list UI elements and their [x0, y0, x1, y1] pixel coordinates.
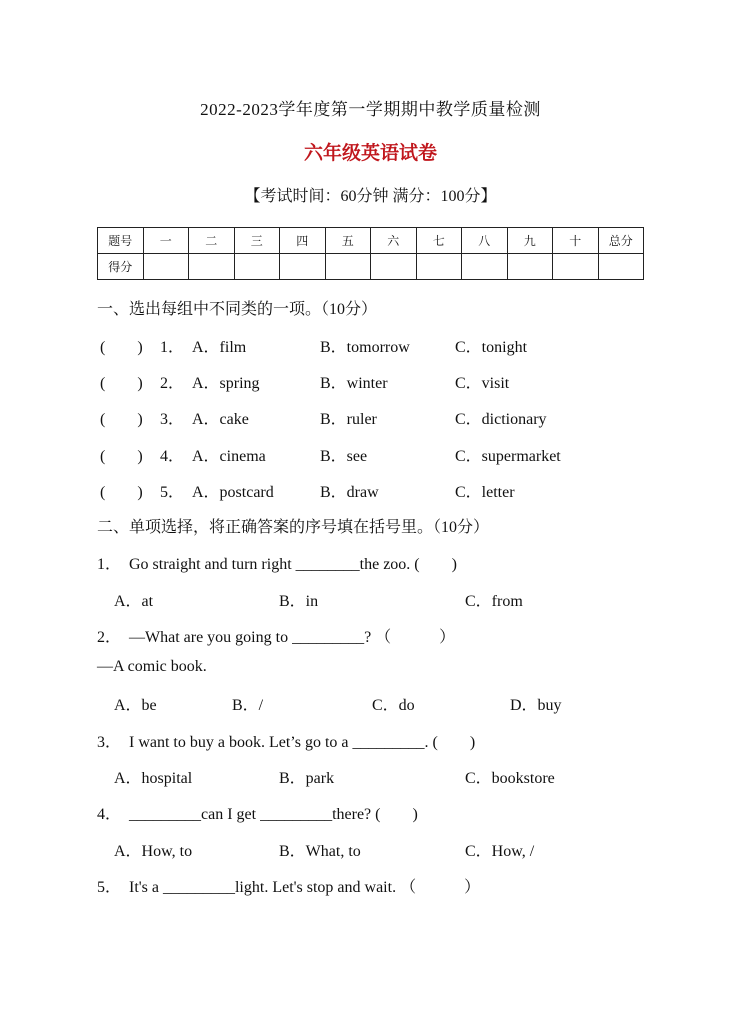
score-cell: 十 — [553, 228, 599, 254]
score-cell: 八 — [462, 228, 508, 254]
score-input-cell[interactable] — [371, 254, 417, 280]
option-c: C．tonight — [455, 339, 528, 356]
question-2-stem: 2． —What are you going to _________? （ ） — [97, 629, 456, 646]
q1-option-b: B．in — [279, 593, 319, 610]
score-input-cell[interactable] — [598, 254, 644, 280]
score-cell: 得分 — [98, 254, 144, 280]
answer-paren[interactable]: ( ) — [100, 484, 143, 501]
option-c: C．dictionary — [455, 411, 547, 428]
q2-option-c: C．do — [372, 697, 415, 714]
question-1-stem: 1． Go straight and turn right ________the zoo. ( ) — [97, 556, 457, 573]
score-table — [97, 227, 644, 280]
score-input-cell[interactable] — [416, 254, 462, 280]
option-b: B．draw — [320, 484, 379, 501]
option-a: A．cake — [192, 411, 249, 428]
q2-option-b: B．/ — [232, 697, 264, 714]
score-input-cell[interactable] — [280, 254, 326, 280]
score-cell: 二 — [189, 228, 235, 254]
answer-paren[interactable]: ( ) — [100, 375, 143, 392]
item-number: 4． — [160, 448, 185, 465]
section2-heading: 二、单项选择，将正确答案的序号填在括号里。（10分） — [97, 519, 490, 536]
answer-paren[interactable]: ( ) — [100, 339, 143, 356]
item-number: 5． — [160, 484, 185, 501]
option-b: B．tomorrow — [320, 339, 410, 356]
question-3-stem: 3． I want to buy a book. Let’s go to a _________. ( ) — [97, 734, 476, 751]
option-a: A．cinema — [192, 448, 266, 465]
q2-option-d: D．buy — [510, 697, 562, 714]
option-c: C．supermarket — [455, 448, 561, 465]
option-b: B．winter — [320, 375, 388, 392]
score-cell: 总分 — [598, 228, 644, 254]
score-input-cell[interactable] — [462, 254, 508, 280]
score-input-cell[interactable] — [143, 254, 189, 280]
score-cell: 六 — [371, 228, 417, 254]
score-value-row — [98, 254, 644, 280]
option-b: B．see — [320, 448, 368, 465]
question-5-stem: 5． It's a _________light. Let's stop and wait. （ ） — [97, 879, 481, 896]
question-2-reply: —A comic book. — [97, 658, 207, 675]
item-number: 2． — [160, 375, 185, 392]
score-input-cell[interactable] — [553, 254, 599, 280]
section1-heading: 一、选出每组中不同类的一项。（10分） — [97, 301, 378, 318]
item-number: 3． — [160, 411, 185, 428]
score-input-cell[interactable] — [325, 254, 371, 280]
exam-info: 【考试时间：60分钟 满分：100分】 — [244, 188, 497, 205]
option-a: A．postcard — [192, 484, 274, 501]
exam-title: 2022-2023学年度第一学期期中教学质量检测 — [200, 100, 541, 119]
score-cell: 五 — [325, 228, 371, 254]
q3-option-c: C．bookstore — [465, 770, 555, 787]
q3-option-a: A．hospital — [114, 770, 193, 787]
score-cell: 七 — [416, 228, 462, 254]
score-header-row — [98, 228, 644, 254]
option-a: A．spring — [192, 375, 260, 392]
score-input-cell[interactable] — [234, 254, 280, 280]
q4-option-c: C．How, / — [465, 843, 535, 860]
q2-option-a: A．be — [114, 697, 157, 714]
score-cell: 三 — [234, 228, 280, 254]
q1-option-a: A．at — [114, 593, 154, 610]
score-cell: 一 — [143, 228, 189, 254]
score-cell: 题号 — [98, 228, 144, 254]
q4-option-b: B．What, to — [279, 843, 361, 860]
answer-paren[interactable]: ( ) — [100, 448, 143, 465]
option-c: C．letter — [455, 484, 515, 501]
option-c: C．visit — [455, 375, 510, 392]
q4-option-a: A．How, to — [114, 843, 193, 860]
score-input-cell[interactable] — [189, 254, 235, 280]
item-number: 1． — [160, 339, 185, 356]
exam-subtitle: 六年级英语试卷 — [303, 143, 437, 164]
question-4-stem: 4． _________can I get _________there? ( ) — [97, 806, 418, 823]
score-cell: 四 — [280, 228, 326, 254]
option-a: A．film — [192, 339, 247, 356]
score-cell: 九 — [507, 228, 553, 254]
q1-option-c: C．from — [465, 593, 523, 610]
answer-paren[interactable]: ( ) — [100, 411, 143, 428]
option-b: B．ruler — [320, 411, 377, 428]
score-input-cell[interactable] — [507, 254, 553, 280]
q3-option-b: B．park — [279, 770, 335, 787]
